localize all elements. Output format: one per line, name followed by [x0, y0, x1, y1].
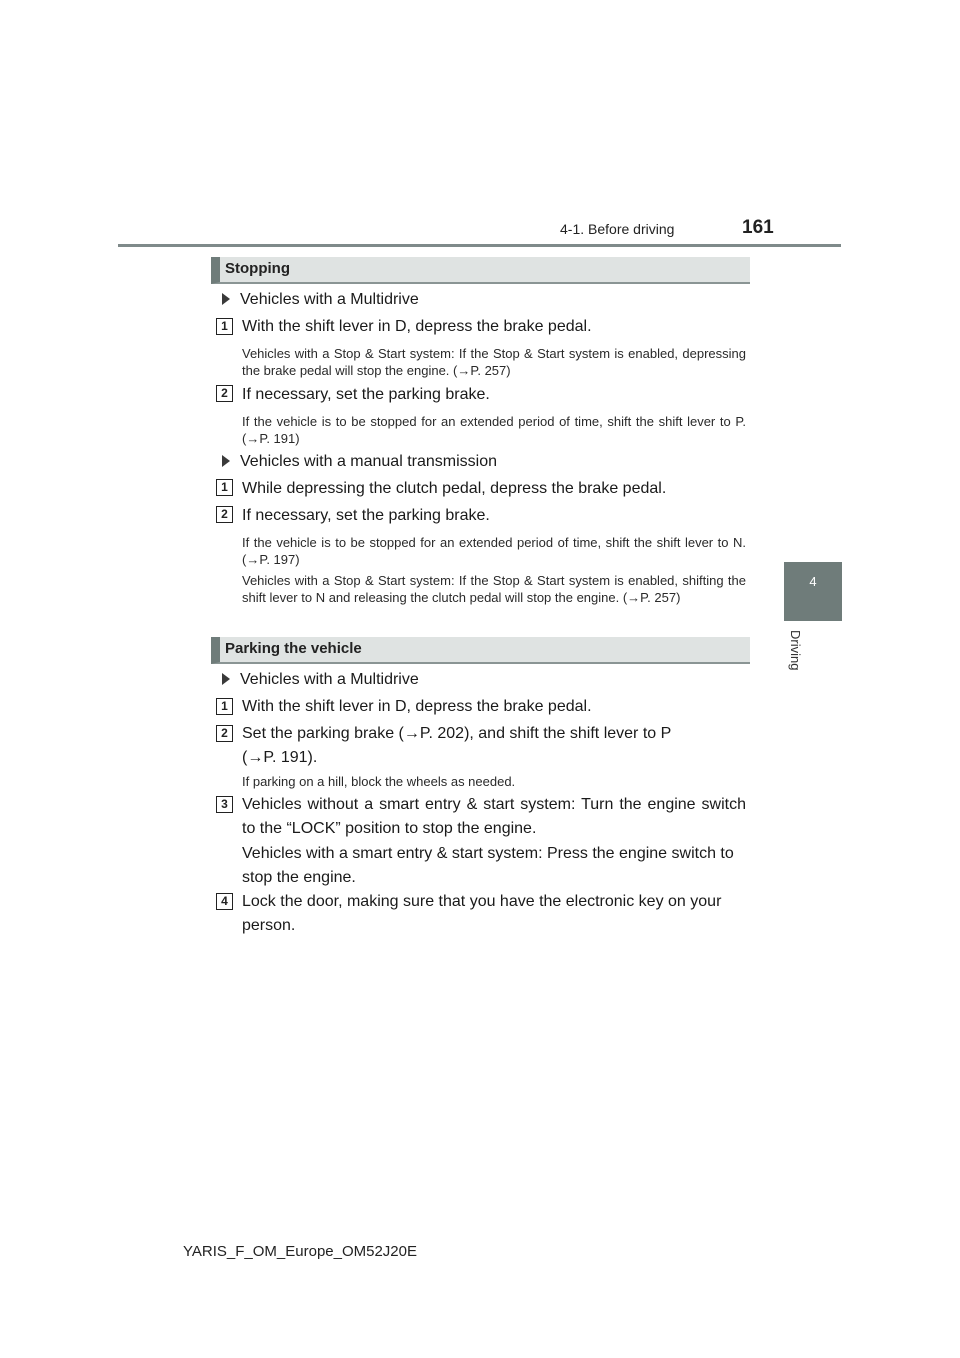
step-note: If parking on a hill, block the wheels as needed. — [242, 774, 516, 789]
footer-document-code: YARIS_F_OM_Europe_OM52J20E — [183, 1243, 418, 1260]
header-rule — [118, 244, 841, 247]
step-text: With the shift lever in D, depress the brake pedal. — [242, 318, 592, 335]
subheading-multidrive — [222, 291, 419, 309]
step-number-box: 1 — [216, 318, 233, 335]
step-text: If necessary, set the parking brake. — [242, 386, 490, 403]
step-number-box: 3 — [216, 796, 233, 813]
section-heading-parking — [211, 637, 750, 664]
section-title: Stopping — [225, 260, 290, 277]
section-title: Parking the vehicle — [225, 640, 362, 657]
triangle-bullet-icon — [222, 673, 230, 685]
step-number-box: 4 — [216, 893, 233, 910]
page-number: 161 — [742, 217, 774, 238]
step-text: While depressing the clutch pedal, depress the brake pedal. — [242, 480, 667, 497]
subheading-manual — [222, 453, 497, 471]
subheading-text: Vehicles with a manual transmission — [240, 453, 498, 470]
header-section-title: 4-1. Before driving — [560, 221, 675, 237]
step-text: With the shift lever in D, depress the brake pedal. — [242, 698, 592, 715]
step-number-box: 1 — [216, 479, 233, 496]
step-text: Set the parking brake (→P. 202), and shift the shift lever to P (→P. 191). — [242, 725, 671, 766]
subheading-multidrive — [222, 671, 419, 689]
step-text: Vehicles without a smart entry & start system: Turn the engine switch to the “LOCK” position to stop the engine. — [242, 796, 746, 837]
step-text: Vehicles with a smart entry & start system: Press the engine switch to stop the engine. — [242, 845, 734, 886]
subheading-text: Vehicles with a Multidrive — [240, 291, 419, 308]
section-heading-stopping — [211, 257, 750, 284]
step-number-box: 2 — [216, 506, 233, 523]
triangle-bullet-icon — [222, 455, 230, 467]
step-note: If the vehicle is to be stopped for an extended period of time, shift the shift lever to N. (→P. 197) — [242, 535, 746, 567]
chapter-tab-number: 4 — [809, 574, 817, 589]
step-number-box: 2 — [216, 385, 233, 402]
chapter-tab — [784, 562, 842, 621]
step-number-box: 2 — [216, 725, 233, 742]
step-number-box: 1 — [216, 698, 233, 715]
chapter-tab-label: Driving — [788, 630, 803, 671]
step-text: Lock the door, making sure that you have the electronic key on your person. — [242, 893, 722, 934]
triangle-bullet-icon — [222, 293, 230, 305]
step-note: If the vehicle is to be stopped for an extended period of time, shift the shift lever to P. (→P. 191) — [242, 414, 746, 446]
step-note: Vehicles with a Stop & Start system: If the Stop & Start system is enabled, depressing the brake pedal will stop the engine. (→P. 257) — [242, 346, 746, 378]
step-text: If necessary, set the parking brake. — [242, 507, 490, 524]
step-note: Vehicles with a Stop & Start system: If the Stop & Start system is enabled, shifting the shift lever to N and releasing the clutch pedal will stop the engine. (→P. 257) — [242, 573, 746, 605]
subheading-text: Vehicles with a Multidrive — [240, 671, 419, 688]
